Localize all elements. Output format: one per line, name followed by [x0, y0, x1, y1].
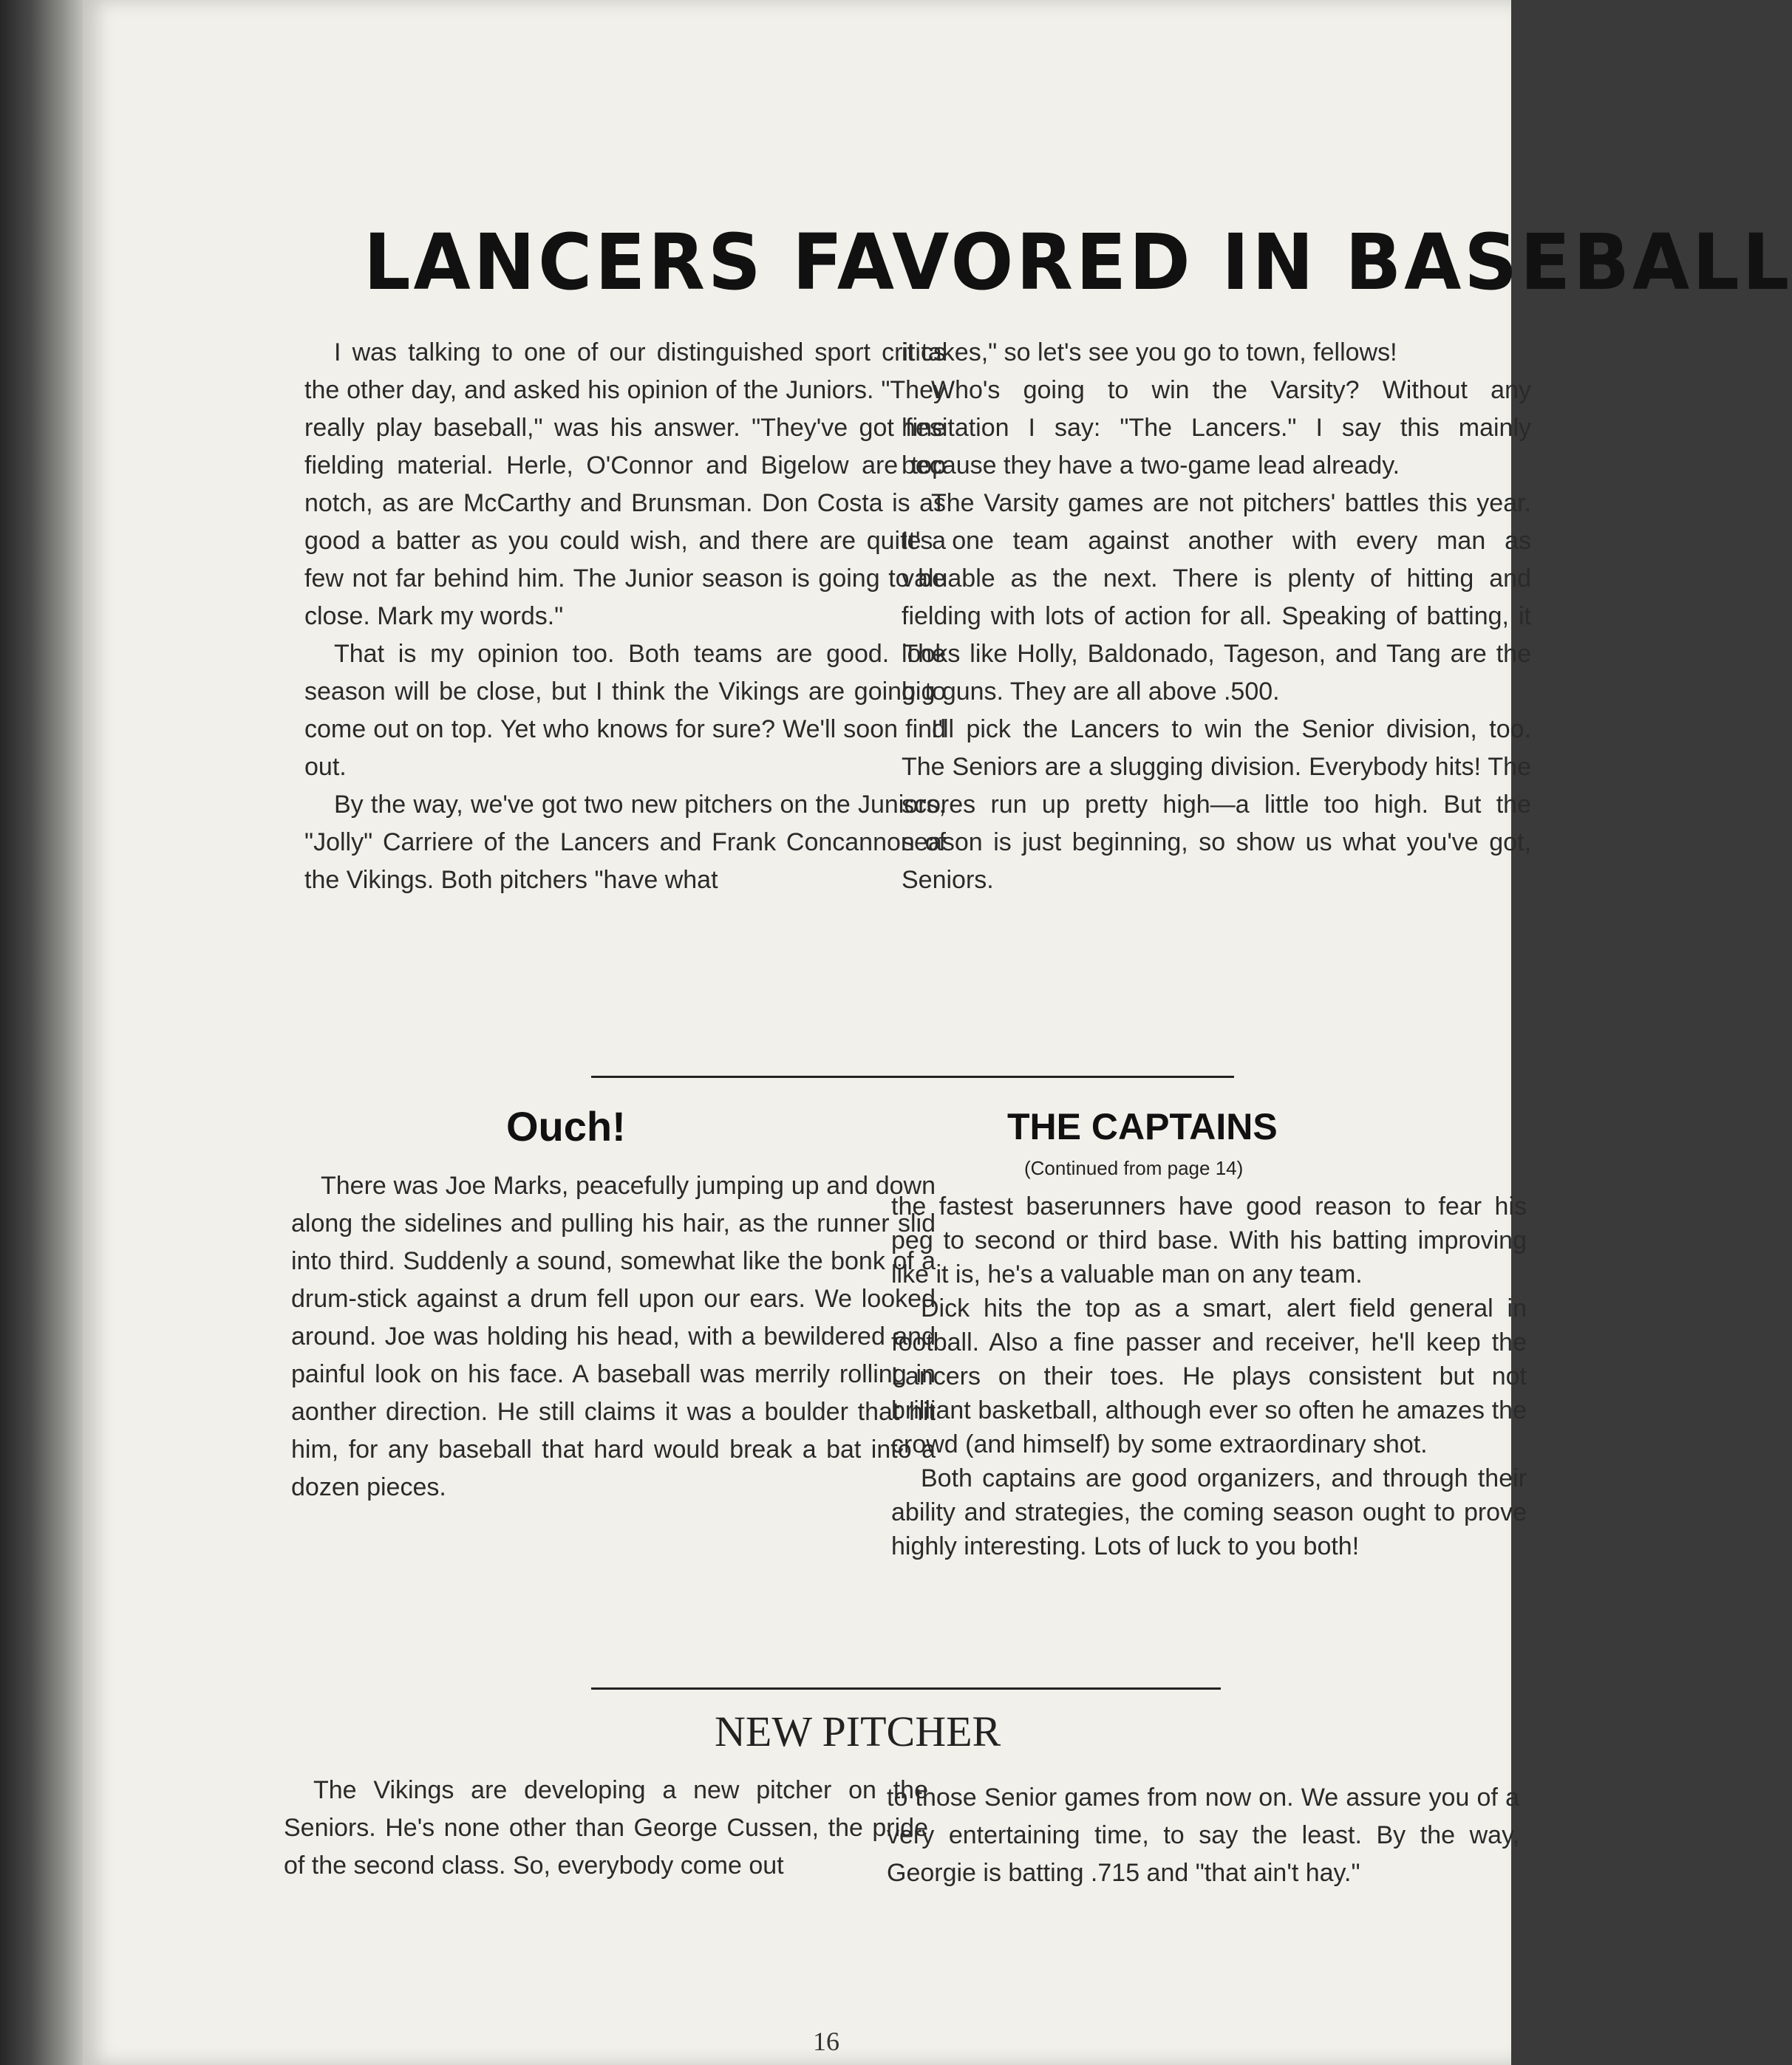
paragraph: That is my opinion too. Both teams are good. The season will be close, but I think the Vikings are going to come out on top. Yet who knows for sure? We'll soon find out.: [304, 640, 946, 781]
paragraph: to those Senior games from now on. We assure you of a very entertaining time, to say the least. By the way, Georgie is batting .715 and "that ain't hay.": [887, 1784, 1519, 1887]
ouch-title: Ouch!: [506, 1103, 626, 1150]
paragraph: The Varsity games are not pitchers' battles this year. It's one team against another with every man as valuable as the next. There is plenty of hitting and fielding with lots of action for all. Speaking of batting, it looks like Holly, Baldonado, Tageson, and Tang are the big guns. They are all above .500.: [902, 489, 1531, 706]
paragraph: it takes," so let's see you go to town, fellows!: [902, 338, 1397, 366]
captains-title: THE CAPTAINS: [1007, 1106, 1278, 1147]
magazine-page: [83, 0, 1792, 2065]
divider-rule: [591, 1687, 1221, 1690]
new-pitcher-title: NEW PITCHER: [715, 1707, 1001, 1755]
page-number: 16: [813, 2027, 839, 2056]
article1-left-column: [304, 334, 946, 899]
paragraph: By the way, we've got two new pitchers on the Juniors, "Jolly" Carriere of the Lancers and Frank Concannon of the Vikings. Both pitchers "have what: [304, 791, 946, 894]
paragraph: the fastest baserunners have good reason to fear his peg to second or third base. With his batting improving like it is, he's a valuable man on any team.: [891, 1192, 1527, 1289]
ouch-column: [291, 1167, 936, 1506]
paragraph: I'll pick the Lancers to win the Senior division, too. The Seniors are a slugging division. Everybody hits! The scores run up pretty high—a little too high. But the season is just beginning, so show us what you've got, Seniors.: [902, 715, 1531, 894]
paragraph: Who's going to win the Varsity? Without any hesitation I say: "The Lancers." I say this mainly because they have a two-game lead already.: [902, 376, 1531, 479]
book-binding: [0, 0, 89, 2065]
paragraph: I was talking to one of our distinguished sport critics the other day, and asked his opinion of the Juniors. "They really play baseball," was his answer. "They've got fine fielding material. Herle, O'Connor and Bigelow are top notch, as are McCarthy and Brunsman. Don Costa is as good a batter as you could wish, and there are quite a few not far behind him. The Junior season is going to be close. Mark my words.": [304, 338, 946, 630]
new-pitcher-right-column: [887, 1779, 1519, 1892]
divider-rule: [591, 1076, 1234, 1078]
captains-column: [891, 1189, 1527, 1563]
paragraph: Both captains are good organizers, and through their ability and strategies, the coming season ought to prove highly interesting. Lots of luck to you both!: [891, 1464, 1527, 1560]
paragraph: The Vikings are developing a new pitcher on the Seniors. He's none other than George Cussen, the pride of the second class. So, everybody come out: [284, 1776, 928, 1880]
article1-right-column: [902, 334, 1531, 899]
headline: LANCERS FAVORED IN BASEBALL: [364, 217, 1792, 307]
continued-note: (Continued from page 14): [1024, 1157, 1244, 1179]
paragraph: Dick hits the top as a smart, alert field general in football. Also a fine passer and receiver, he'll keep the Lancers on their toes. He plays consistent but not brilliant basketball, although ever so often he amazes the crowd (and himself) by some extraordinary shot.: [891, 1294, 1527, 1458]
new-pitcher-left-column: [284, 1772, 928, 1885]
paragraph: There was Joe Marks, peacefully jumping up and down along the sidelines and pulling his hair, as the runner slid into third. Suddenly a sound, somewhat like the bonk of a drum-stick against a drum fell upon our ears. We looked around. Joe was holding his head, with a bewildered and painful look on his face. A baseball was merrily rolling in aonther direction. He still claims it was a boulder that hit him, for any baseball that hard would break a bat into a dozen pieces.: [291, 1172, 936, 1501]
